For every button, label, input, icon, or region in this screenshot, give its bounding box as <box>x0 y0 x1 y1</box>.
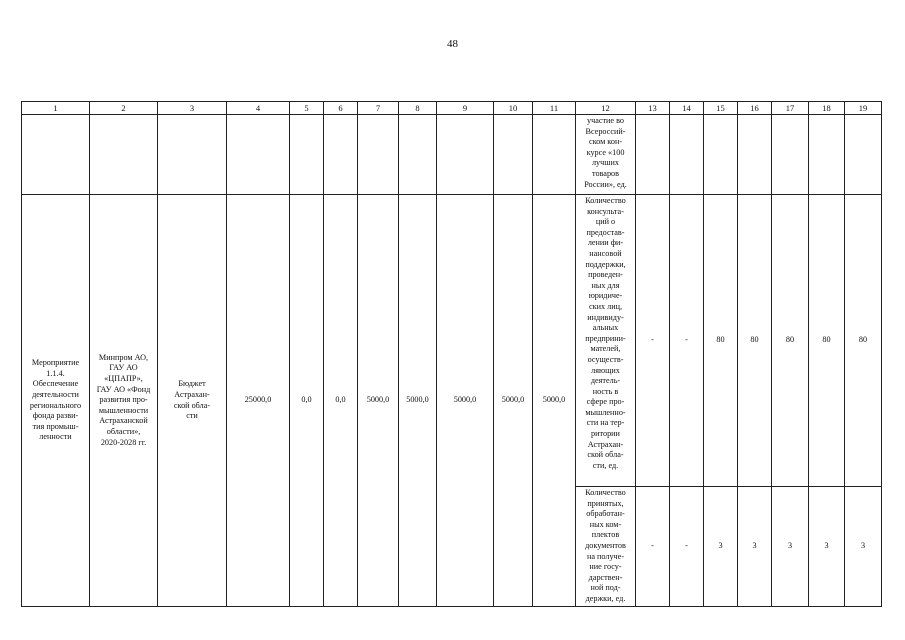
indicator-value: 80 <box>738 195 772 487</box>
header-row <box>22 102 882 115</box>
empty-cell <box>437 115 494 195</box>
indicator-name: Количество принятых, обработан- ных ком- плектов документов на получе- ние госу- дарствен- ной под- держки, ед. <box>576 487 636 607</box>
year-funding: 5000,0 <box>358 195 399 607</box>
year-funding: 5000,0 <box>399 195 437 607</box>
year-funding: 0,0 <box>324 195 358 607</box>
total-funding: 25000,0 <box>227 195 290 607</box>
empty-cell <box>636 115 670 195</box>
empty-cell <box>22 115 90 195</box>
indicator-value: 80 <box>809 195 845 487</box>
column-header: 9 <box>437 102 494 115</box>
empty-cell <box>158 115 227 195</box>
measure-row <box>22 195 882 487</box>
indicator-value: - <box>636 487 670 607</box>
indicator-continuation: участие во Всероссий- ском кон- курсе «100 лучших товаров России», ед. <box>576 115 636 195</box>
continuation-row <box>22 115 882 195</box>
empty-cell <box>290 115 324 195</box>
program-table <box>21 101 882 607</box>
empty-cell <box>772 115 809 195</box>
column-header: 15 <box>704 102 738 115</box>
year-funding: 5000,0 <box>494 195 533 607</box>
indicator-value: - <box>636 195 670 487</box>
column-header: 19 <box>845 102 882 115</box>
indicator-value: 3 <box>772 487 809 607</box>
column-header: 2 <box>90 102 158 115</box>
column-header: 1 <box>22 102 90 115</box>
empty-cell <box>533 115 576 195</box>
column-header: 8 <box>399 102 437 115</box>
indicator-value: 3 <box>845 487 882 607</box>
column-header: 3 <box>158 102 227 115</box>
empty-cell <box>809 115 845 195</box>
empty-cell <box>738 115 772 195</box>
measure-name: Мероприятие 1.1.4. Обеспечение деятельности регионального фонда разви- тия промыш- ленности <box>22 195 90 607</box>
indicator-value: 80 <box>845 195 882 487</box>
empty-cell <box>670 115 704 195</box>
indicator-value: 3 <box>738 487 772 607</box>
funding-source: Бюджет Астрахан- ской обла- сти <box>158 195 227 607</box>
empty-cell <box>845 115 882 195</box>
indicator-value: 80 <box>704 195 738 487</box>
empty-cell <box>324 115 358 195</box>
empty-cell <box>704 115 738 195</box>
column-header: 10 <box>494 102 533 115</box>
column-header: 11 <box>533 102 576 115</box>
column-header: 5 <box>290 102 324 115</box>
column-header: 13 <box>636 102 670 115</box>
measure-executor: Минпром АО, ГАУ АО «ЦПАПР», ГАУ АО «Фонд развития про- мышленности Астраханской области», 2020-2028 гг. <box>90 195 158 607</box>
indicator-value: 80 <box>772 195 809 487</box>
column-header: 12 <box>576 102 636 115</box>
indicator-value: - <box>670 487 704 607</box>
column-header: 16 <box>738 102 772 115</box>
column-header: 17 <box>772 102 809 115</box>
year-funding: 5000,0 <box>437 195 494 607</box>
empty-cell <box>494 115 533 195</box>
year-funding: 0,0 <box>290 195 324 607</box>
column-header: 18 <box>809 102 845 115</box>
empty-cell <box>399 115 437 195</box>
indicator-name: Количество консульта- ций о предостав- лении фи- нансовой поддержки, проведен- ных для юридиче- ских лиц, индивиду- альных предприни- мателей, осуществ- ляющих деятель- ность в сфере про- мышленно- сти на тер- ритории Астрахан- ской обла- сти, ед. <box>576 195 636 487</box>
indicator-value: 3 <box>809 487 845 607</box>
year-funding: 5000,0 <box>533 195 576 607</box>
column-header: 14 <box>670 102 704 115</box>
empty-cell <box>90 115 158 195</box>
indicator-value: 3 <box>704 487 738 607</box>
column-header: 4 <box>227 102 290 115</box>
column-header: 7 <box>358 102 399 115</box>
column-header: 6 <box>324 102 358 115</box>
empty-cell <box>358 115 399 195</box>
empty-cell <box>227 115 290 195</box>
page-number: 48 <box>447 38 458 50</box>
indicator-value: - <box>670 195 704 487</box>
